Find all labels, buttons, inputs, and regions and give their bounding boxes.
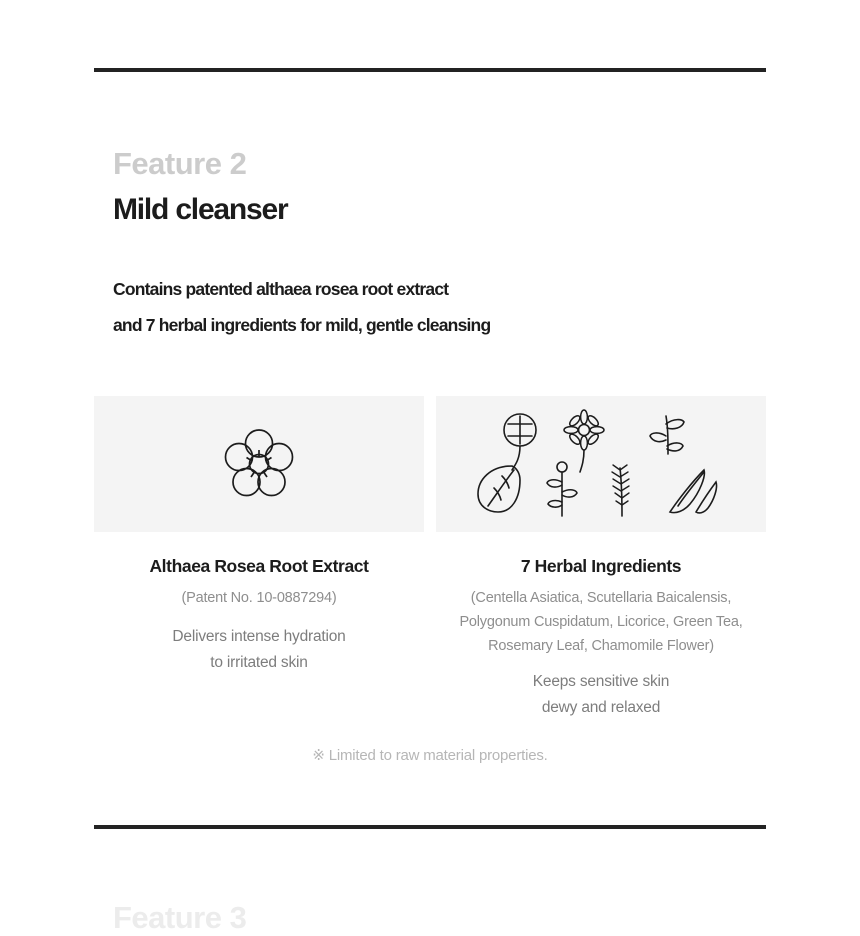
card-image-althaea bbox=[94, 396, 424, 532]
card-heading: 7 Herbal Ingredients bbox=[520, 556, 682, 576]
ingredient-card-althaea bbox=[94, 396, 424, 721]
lede-line-2: and 7 herbal ingredients for mild, gentle cleansing bbox=[113, 315, 491, 335]
lede-line-1: Contains patented althaea rosea root extract bbox=[113, 279, 449, 299]
section-divider-top bbox=[94, 68, 766, 72]
card-description-line-2: to irritated skin bbox=[210, 654, 308, 671]
feature-label: Feature 2 bbox=[113, 146, 247, 181]
flower-blossom-icon bbox=[213, 418, 305, 510]
seven-herbs-icon bbox=[466, 404, 736, 524]
card-heading: Althaea Rosea Root Extract bbox=[149, 556, 369, 576]
card-ingredient-line-2: Polygonum Cuspidatum, Licorice, Green Tea, bbox=[459, 614, 743, 630]
card-description bbox=[436, 669, 766, 721]
card-ingredient-line-1: (Centella Asiatica, Scutellaria Baicalensis, bbox=[470, 590, 732, 606]
card-ingredient-list bbox=[436, 586, 766, 658]
card-description bbox=[94, 624, 424, 676]
ingredient-card-herbal bbox=[436, 396, 766, 721]
section-divider-bottom bbox=[94, 825, 766, 829]
next-feature-label: Feature 3 bbox=[113, 900, 247, 935]
page-title: Mild cleanser bbox=[113, 193, 288, 226]
card-description-line-1: Keeps sensitive skin bbox=[532, 673, 670, 690]
card-description-line-1: Delivers intense hydration bbox=[172, 628, 346, 645]
card-ingredient-line-3: Rosemary Leaf, Chamomile Flower) bbox=[488, 638, 714, 654]
card-patent-number: (Patent No. 10-0887294) bbox=[181, 590, 337, 606]
section-lede bbox=[113, 271, 490, 343]
card-image-herbal bbox=[436, 396, 766, 532]
card-description-line-2: dewy and relaxed bbox=[541, 699, 661, 716]
footnote: ※ Limited to raw material properties. bbox=[312, 747, 548, 764]
ingredient-card-list bbox=[94, 396, 766, 721]
